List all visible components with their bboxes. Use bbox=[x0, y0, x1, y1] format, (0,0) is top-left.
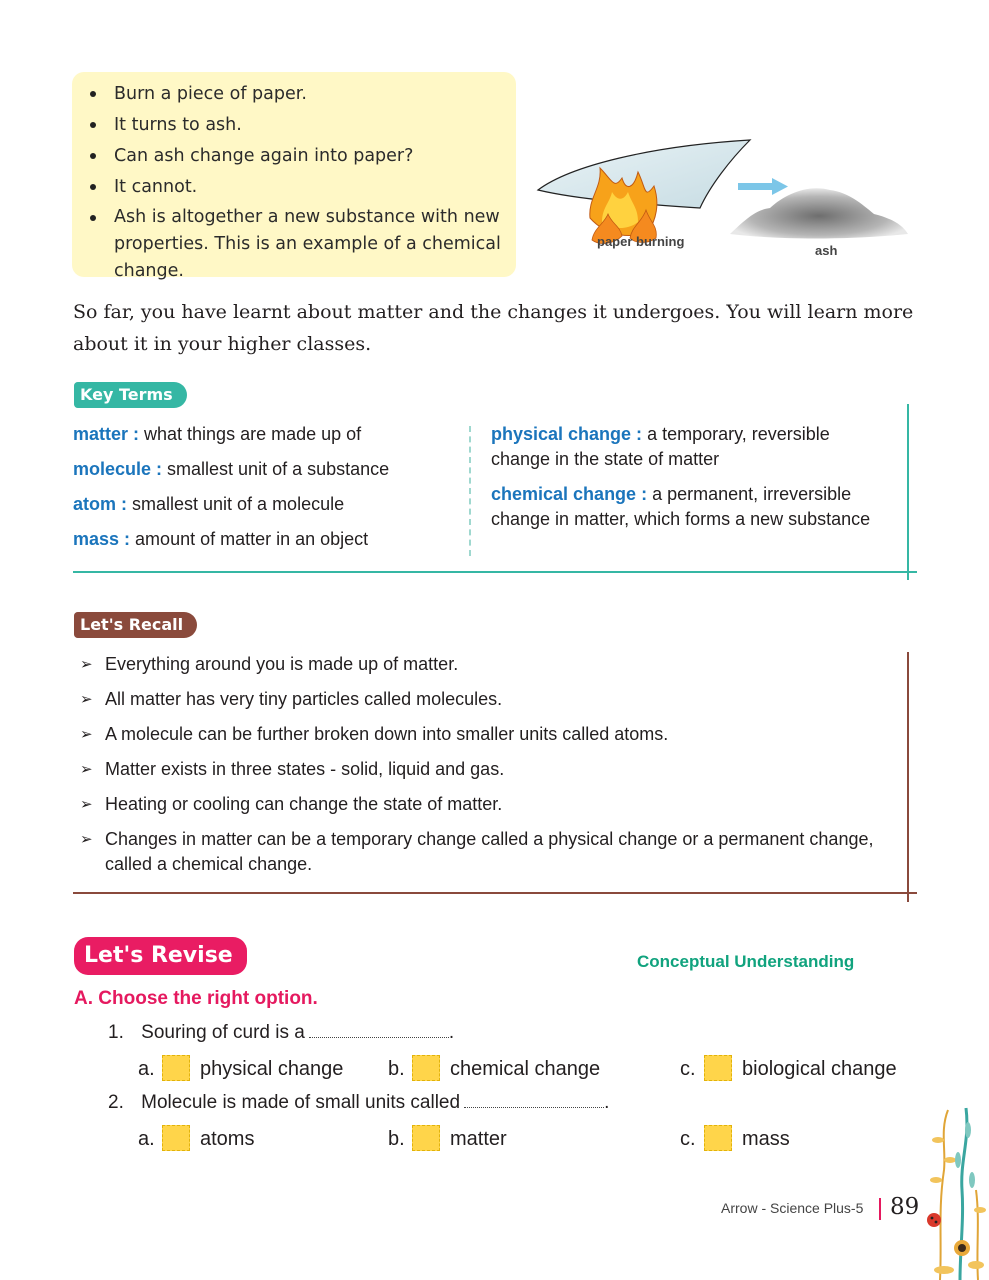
question-1: 1. Souring of curd is a . bbox=[108, 1022, 455, 1043]
key-term-definition: amount of matter in an object bbox=[130, 529, 369, 549]
recall-list bbox=[80, 652, 880, 887]
activity-box bbox=[72, 72, 516, 281]
option-2b[interactable] bbox=[388, 1125, 507, 1153]
question-text: Souring of curd is a bbox=[141, 1022, 305, 1043]
recall-item-text: Changes in matter can be a temporary change called a physical change or a permanent change, called a chemical change. bbox=[105, 829, 874, 874]
question-number: 2. bbox=[108, 1092, 124, 1113]
option-2a[interactable] bbox=[138, 1125, 254, 1153]
key-term-definition: smallest unit of a molecule bbox=[127, 494, 345, 514]
key-term: chemical change : bbox=[491, 484, 648, 504]
ash-pile bbox=[730, 188, 908, 238]
key-terms-heading: Key Terms bbox=[74, 382, 187, 408]
key-term: physical change : bbox=[491, 424, 643, 444]
arrow-icon bbox=[738, 183, 772, 190]
option-text: atoms bbox=[200, 1128, 255, 1150]
answer-checkbox[interactable] bbox=[162, 1125, 190, 1151]
option-text: matter bbox=[450, 1128, 507, 1150]
key-term-definition: smallest unit of a substance bbox=[162, 459, 390, 479]
recall-heading: Let's Recall bbox=[74, 612, 197, 638]
caption-ash: ash bbox=[815, 243, 838, 258]
arrow-bullet-icon: ➢ bbox=[80, 796, 93, 813]
option-text: biological change bbox=[742, 1058, 897, 1080]
decorative-plant-icon bbox=[920, 1100, 989, 1280]
question-text: Molecule is made of small units called bbox=[141, 1092, 461, 1113]
option-letter: a. bbox=[138, 1128, 155, 1150]
key-terms-left bbox=[73, 422, 463, 562]
recall-item bbox=[80, 722, 880, 747]
arrow-bullet-icon: ➢ bbox=[80, 761, 93, 778]
recall-border-bottom bbox=[73, 892, 917, 894]
recall-item bbox=[80, 757, 880, 782]
footer-separator bbox=[879, 1198, 881, 1220]
option-1a[interactable] bbox=[138, 1055, 343, 1083]
option-1c[interactable] bbox=[680, 1055, 897, 1083]
recall-item bbox=[80, 687, 880, 712]
activity-item: It turns to ash. bbox=[90, 111, 510, 139]
answer-blank bbox=[464, 1094, 604, 1108]
option-text: physical change bbox=[200, 1058, 344, 1080]
key-term: atom : bbox=[73, 494, 127, 514]
answer-checkbox[interactable] bbox=[412, 1055, 440, 1081]
answer-checkbox[interactable] bbox=[704, 1055, 732, 1081]
option-letter: b. bbox=[388, 1128, 405, 1150]
key-term-definition: what things are made up of bbox=[139, 424, 362, 444]
section-a-heading: A. Choose the right option. bbox=[74, 988, 318, 1009]
page-number: 89 bbox=[890, 1194, 920, 1220]
answer-checkbox[interactable] bbox=[412, 1125, 440, 1151]
category-label: Conceptual Understanding bbox=[637, 952, 855, 971]
key-term-row bbox=[491, 422, 891, 472]
activity-item: Can ash change again into paper? bbox=[90, 142, 510, 170]
arrow-bullet-icon: ➢ bbox=[80, 656, 93, 673]
revise-heading: Let's Revise bbox=[74, 937, 247, 975]
key-term-row bbox=[73, 527, 463, 562]
question-number: 1. bbox=[108, 1022, 124, 1043]
recall-item-text: Matter exists in three states - solid, liquid and gas. bbox=[105, 759, 505, 779]
key-terms-divider bbox=[469, 426, 471, 556]
option-letter: a. bbox=[138, 1058, 155, 1080]
recall-item-text: Heating or cooling can change the state of matter. bbox=[105, 794, 503, 814]
paper-burning-illustration bbox=[530, 138, 920, 268]
key-term-row bbox=[491, 482, 891, 532]
recall-item bbox=[80, 652, 880, 677]
activity-item: Ash is altogether a new substance with new properties. This is an example of a chemical change. bbox=[90, 204, 510, 285]
option-text: chemical change bbox=[450, 1058, 601, 1080]
option-letter: c. bbox=[680, 1128, 696, 1150]
recall-item-text: All matter has very tiny particles called molecules. bbox=[105, 689, 503, 709]
recall-border-right bbox=[907, 652, 909, 902]
key-term-row bbox=[73, 492, 463, 527]
key-terms-border-bottom bbox=[73, 571, 917, 573]
book-title: Arrow - Science Plus-5 bbox=[721, 1200, 864, 1216]
recall-item bbox=[80, 792, 880, 817]
option-letter: b. bbox=[388, 1058, 405, 1080]
option-2c[interactable] bbox=[680, 1125, 790, 1153]
recall-item-text: A molecule can be further broken down into smaller units called atoms. bbox=[105, 724, 669, 744]
arrow-bullet-icon: ➢ bbox=[80, 831, 93, 848]
key-term: mass : bbox=[73, 529, 131, 549]
answer-checkbox[interactable] bbox=[162, 1055, 190, 1081]
answer-checkbox[interactable] bbox=[704, 1125, 732, 1151]
recall-item-text: Everything around you is made up of matter. bbox=[105, 654, 459, 674]
key-term: matter : bbox=[73, 424, 140, 444]
key-term-row bbox=[73, 422, 463, 457]
activity-list bbox=[90, 80, 510, 288]
key-term-row bbox=[73, 457, 463, 492]
activity-item: It cannot. bbox=[90, 173, 510, 201]
key-terms-border-right bbox=[907, 404, 909, 580]
caption-paper-burning: paper burning bbox=[597, 234, 685, 249]
arrow-bullet-icon: ➢ bbox=[80, 691, 93, 708]
arrow-bullet-icon: ➢ bbox=[80, 726, 93, 743]
intro-paragraph: So far, you have learnt about matter and the changes it undergoes. You will learn more about it in your higher classes. bbox=[73, 301, 914, 355]
key-term-definition: a temporary, reversible change in the state of matter bbox=[491, 424, 830, 469]
recall-item bbox=[80, 827, 880, 877]
answer-blank bbox=[309, 1024, 449, 1038]
option-letter: c. bbox=[680, 1058, 696, 1080]
option-text: mass bbox=[742, 1128, 790, 1150]
key-terms-right bbox=[491, 422, 891, 542]
key-term-definition: a permanent, irreversible change in matter, which forms a new substance bbox=[491, 484, 871, 529]
activity-item: Burn a piece of paper. bbox=[90, 80, 510, 108]
option-1b[interactable] bbox=[388, 1055, 600, 1083]
key-term: molecule : bbox=[73, 459, 163, 479]
question-2: 2. Molecule is made of small units called . bbox=[108, 1092, 610, 1113]
